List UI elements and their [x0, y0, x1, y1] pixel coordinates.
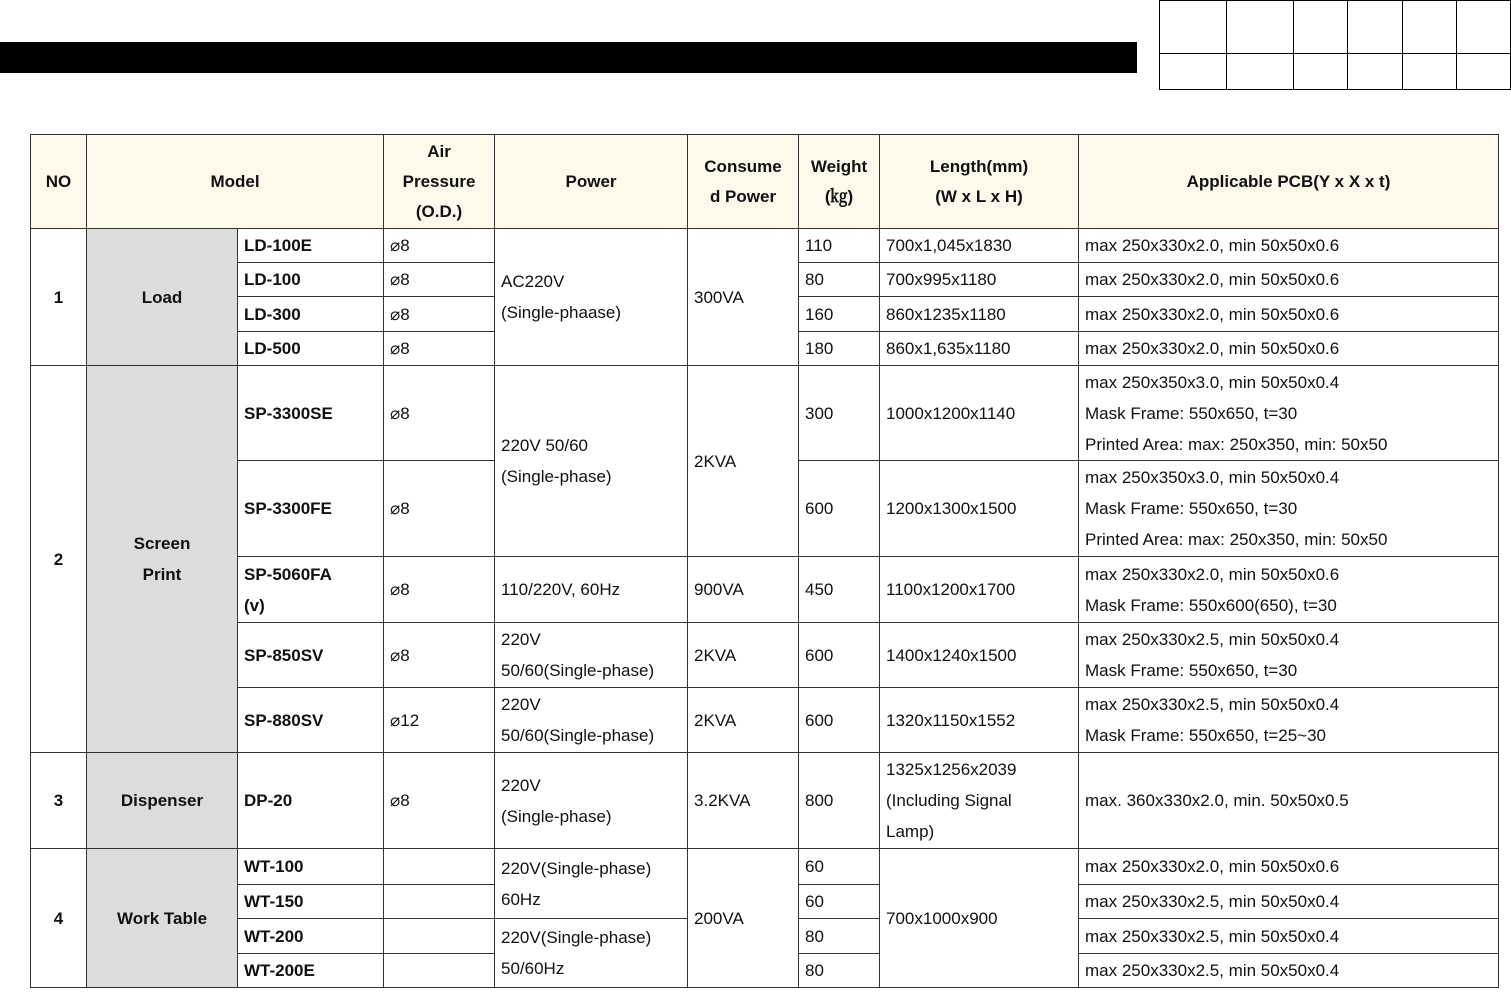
weight: 450 [799, 557, 880, 623]
row-number: 1 [31, 229, 87, 366]
applicable-pcb: max 250x330x2.5, min 50x50x0.4 [1079, 885, 1499, 919]
air-pressure: ⌀8 [384, 366, 495, 461]
weight: 160 [799, 297, 880, 332]
category-name: Load [87, 229, 238, 366]
air-pressure [384, 919, 495, 954]
length: 1200x1300x1500 [880, 461, 1079, 557]
category-name: Dispenser [87, 753, 238, 849]
weight: 600 [799, 461, 880, 557]
model-name: WT-150 [238, 885, 384, 919]
length: 860x1235x1180 [880, 297, 1079, 332]
weight: 600 [799, 688, 880, 753]
table-row [31, 366, 1499, 461]
applicable-pcb: max 250x330x2.0, min 50x50x0.6 [1079, 229, 1499, 263]
row-number: 3 [31, 753, 87, 849]
power: 220V (Single-phase) [495, 753, 688, 849]
table-row [31, 688, 1499, 753]
applicable-pcb: max 250x330x2.0, min 50x50x0.6 [1079, 297, 1499, 332]
table-row [31, 557, 1499, 623]
approval-cell [1160, 1, 1227, 54]
header-pcb: Applicable PCB(Y x X x t) [1079, 135, 1499, 229]
power: 220V(Single-phase) 50/60Hz [495, 919, 688, 988]
header-power: Power [495, 135, 688, 229]
table-row [31, 623, 1499, 688]
consumed-power: 2KVA [688, 688, 799, 753]
length: 1325x1256x2039 (Including Signal Lamp) [880, 753, 1079, 849]
approval-cell [1160, 54, 1227, 90]
weight: 300 [799, 366, 880, 461]
consumed-power: 300VA [688, 229, 799, 366]
table-row [31, 753, 1499, 849]
approval-cell [1457, 1, 1511, 54]
approval-cell [1227, 54, 1294, 90]
power: 220V 50/60(Single-phase) [495, 688, 688, 753]
model-name: LD-100E [238, 229, 384, 263]
approval-cell [1457, 54, 1511, 90]
weight: 60 [799, 849, 880, 885]
air-pressure: ⌀8 [384, 229, 495, 263]
weight: 110 [799, 229, 880, 263]
applicable-pcb: max 250x330x2.5, min 50x50x0.4 [1079, 919, 1499, 954]
applicable-pcb: max 250x330x2.0, min 50x50x0.6 Mask Frame: 550x600(650), t=30 [1079, 557, 1499, 623]
model-name: WT-200E [238, 954, 384, 988]
title-bar [0, 42, 1137, 73]
header-model: Model [87, 135, 384, 229]
applicable-pcb: max 250x350x3.0, min 50x50x0.4 Mask Frame: 550x650, t=30 Printed Area: max: 250x350, min: 50x50 [1079, 461, 1499, 557]
applicable-pcb: max 250x330x2.0, min 50x50x0.6 [1079, 332, 1499, 366]
model-name: SP-3300FE [238, 461, 384, 557]
model-name: LD-100 [238, 263, 384, 297]
category-name: Work Table [87, 849, 238, 988]
length: 700x1000x900 [880, 849, 1079, 988]
weight: 60 [799, 885, 880, 919]
length: 860x1,635x1180 [880, 332, 1079, 366]
air-pressure: ⌀8 [384, 753, 495, 849]
approval-cell [1294, 54, 1348, 90]
table-row [31, 229, 1499, 263]
power: 220V(Single-phase) 60Hz [495, 849, 688, 919]
air-pressure: ⌀8 [384, 297, 495, 332]
weight: 600 [799, 623, 880, 688]
power: 220V 50/60(Single-phase) [495, 623, 688, 688]
air-pressure: ⌀8 [384, 332, 495, 366]
length: 1320x1150x1552 [880, 688, 1079, 753]
consumed-power: 2KVA [688, 366, 799, 557]
approval-cell [1403, 1, 1457, 54]
model-name: DP-20 [238, 753, 384, 849]
air-pressure: ⌀8 [384, 623, 495, 688]
air-pressure [384, 849, 495, 885]
header-weight: Weight (㎏) [799, 135, 880, 229]
weight: 800 [799, 753, 880, 849]
length: 1100x1200x1700 [880, 557, 1079, 623]
length: 700x1,045x1830 [880, 229, 1079, 263]
model-name: WT-100 [238, 849, 384, 885]
row-number: 2 [31, 366, 87, 753]
consumed-power: 200VA [688, 849, 799, 988]
model-name: SP-3300SE [238, 366, 384, 461]
weight: 80 [799, 919, 880, 954]
air-pressure [384, 885, 495, 919]
consumed-power: 900VA [688, 557, 799, 623]
approval-grid [1159, 0, 1511, 90]
approval-cell [1348, 54, 1403, 90]
header-row [31, 135, 1499, 229]
model-name: LD-500 [238, 332, 384, 366]
applicable-pcb: max 250x330x2.5, min 50x50x0.4 [1079, 954, 1499, 988]
air-pressure: ⌀12 [384, 688, 495, 753]
applicable-pcb: max 250x330x2.0, min 50x50x0.6 [1079, 849, 1499, 885]
header-air-pressure: Air Pressure (O.D.) [384, 135, 495, 229]
power: AC220V (Single-phaase) [495, 229, 688, 366]
air-pressure [384, 954, 495, 988]
approval-cell [1348, 1, 1403, 54]
model-name: LD-300 [238, 297, 384, 332]
consumed-power: 3.2KVA [688, 753, 799, 849]
air-pressure: ⌀8 [384, 263, 495, 297]
spec-table [30, 134, 1499, 988]
applicable-pcb: max 250x330x2.5, min 50x50x0.4 Mask Frame: 550x650, t=25~30 [1079, 688, 1499, 753]
applicable-pcb: max. 360x330x2.0, min. 50x50x0.5 [1079, 753, 1499, 849]
applicable-pcb: max 250x330x2.5, min 50x50x0.4 Mask Frame: 550x650, t=30 [1079, 623, 1499, 688]
model-name: SP-880SV [238, 688, 384, 753]
length: 700x995x1180 [880, 263, 1079, 297]
model-name: WT-200 [238, 919, 384, 954]
power: 110/220V, 60Hz [495, 557, 688, 623]
header-no: NO [31, 135, 87, 229]
approval-cell [1294, 1, 1348, 54]
weight: 80 [799, 954, 880, 988]
weight: 80 [799, 263, 880, 297]
length: 1400x1240x1500 [880, 623, 1079, 688]
applicable-pcb: max 250x330x2.0, min 50x50x0.6 [1079, 263, 1499, 297]
length: 1000x1200x1140 [880, 366, 1079, 461]
weight: 180 [799, 332, 880, 366]
consumed-power: 2KVA [688, 623, 799, 688]
category-name: Screen Print [87, 366, 238, 753]
air-pressure: ⌀8 [384, 461, 495, 557]
applicable-pcb: max 250x350x3.0, min 50x50x0.4 Mask Frame: 550x650, t=30 Printed Area: max: 250x350, min: 50x50 [1079, 366, 1499, 461]
row-number: 4 [31, 849, 87, 988]
header-consumed-power: Consume d Power [688, 135, 799, 229]
header-length: Length(mm) (W x L x H) [880, 135, 1079, 229]
model-name: SP-5060FA (v) [238, 557, 384, 623]
table-row [31, 849, 1499, 885]
model-name: SP-850SV [238, 623, 384, 688]
power: 220V 50/60 (Single-phase) [495, 366, 688, 557]
air-pressure: ⌀8 [384, 557, 495, 623]
approval-cell [1227, 1, 1294, 54]
approval-cell [1403, 54, 1457, 90]
